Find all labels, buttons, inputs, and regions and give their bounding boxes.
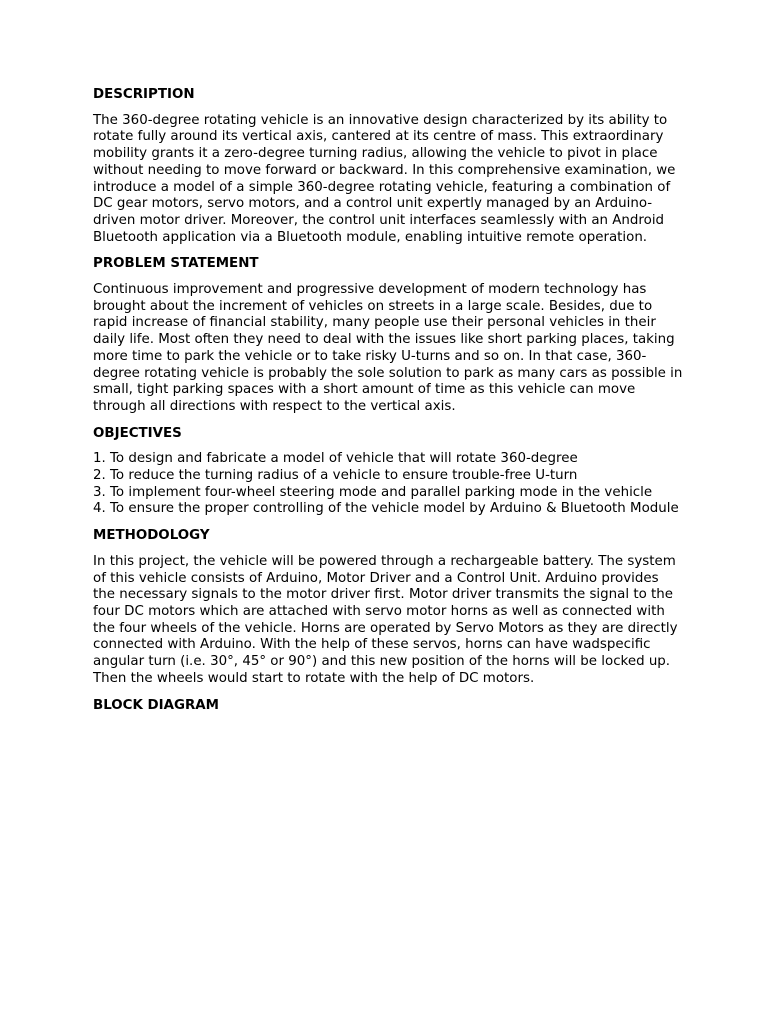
- objective-item: 2. To reduce the turning radius of a vehicle to ensure trouble-free U-turn: [93, 468, 578, 484]
- objective-item: 3. To implement four-wheel steering mode and parallel parking mode in the vehicle: [93, 484, 653, 500]
- objectives-heading: OBJECTIVES: [93, 425, 182, 441]
- methodology-paragraph: In this project, the vehicle will be powered through a rechargeable battery. The system of this vehicle consists of Arduino, Motor Driver and a Control Unit. Arduino provides the necessary signals to the motor driver first. Motor driver transmits the signal to the four DC motors which are attached with servo motor horns as well as connected with the four wheels of the vehicle. Horns are operated by Servo Motors as they are directly connected with Arduino. With the help of these servos, horns can have wadspecific angular turn (i.e. 30°, 45° or 90°) and this new position of the horns will be locked up. Then the wheels would start to rotate with the help of DC motors.: [93, 553, 678, 686]
- objectives-list: [93, 451, 683, 518]
- document-page: [93, 87, 683, 714]
- objective-item: 1. To design and fabricate a model of vehicle that will rotate 360-degree: [93, 451, 578, 467]
- objective-item: 4. To ensure the proper controlling of the vehicle model by Arduino & Bluetooth Module: [93, 501, 679, 517]
- methodology-heading: METHODOLOGY: [93, 528, 210, 544]
- block-diagram-heading: BLOCK DIAGRAM: [93, 697, 219, 713]
- problem-statement-paragraph: Continuous improvement and progressive development of modern technology has brought about the increment of vehicles on streets in a large scale. Besides, due to rapid increase of financial stability, many people use their personal vehicles in their daily life. Most often they need to deal with the issues like short parking places, taking more time to park the vehicle or to take risky U-turns and so on. In that case, 360-degree rotating vehicle is probably the sole solution to park as many cars as possible in small, tight parking spaces with a short amount of time as this vehicle can move through all directions with respect to the vertical axis.: [93, 282, 683, 414]
- problem-statement-heading: PROBLEM STATEMENT: [93, 256, 259, 272]
- description-heading: DESCRIPTION: [93, 87, 195, 102]
- description-paragraph: The 360-degree rotating vehicle is an innovative design characterized by its ability to rotate fully around its vertical axis, cantered at its centre of mass. This extraordinary mobility grants it a zero-degree turning radius, allowing the vehicle to pivot in place without needing to move forward or backward. In this comprehensive examination, we introduce a model of a simple 360-degree rotating vehicle, featuring a combination of DC gear motors, servo motors, and a control unit expertly managed by an Arduino-driven motor driver. Moreover, the control unit interfaces seamlessly with an Android Bluetooth application via a Bluetooth module, enabling intuitive remote operation.: [93, 112, 676, 245]
